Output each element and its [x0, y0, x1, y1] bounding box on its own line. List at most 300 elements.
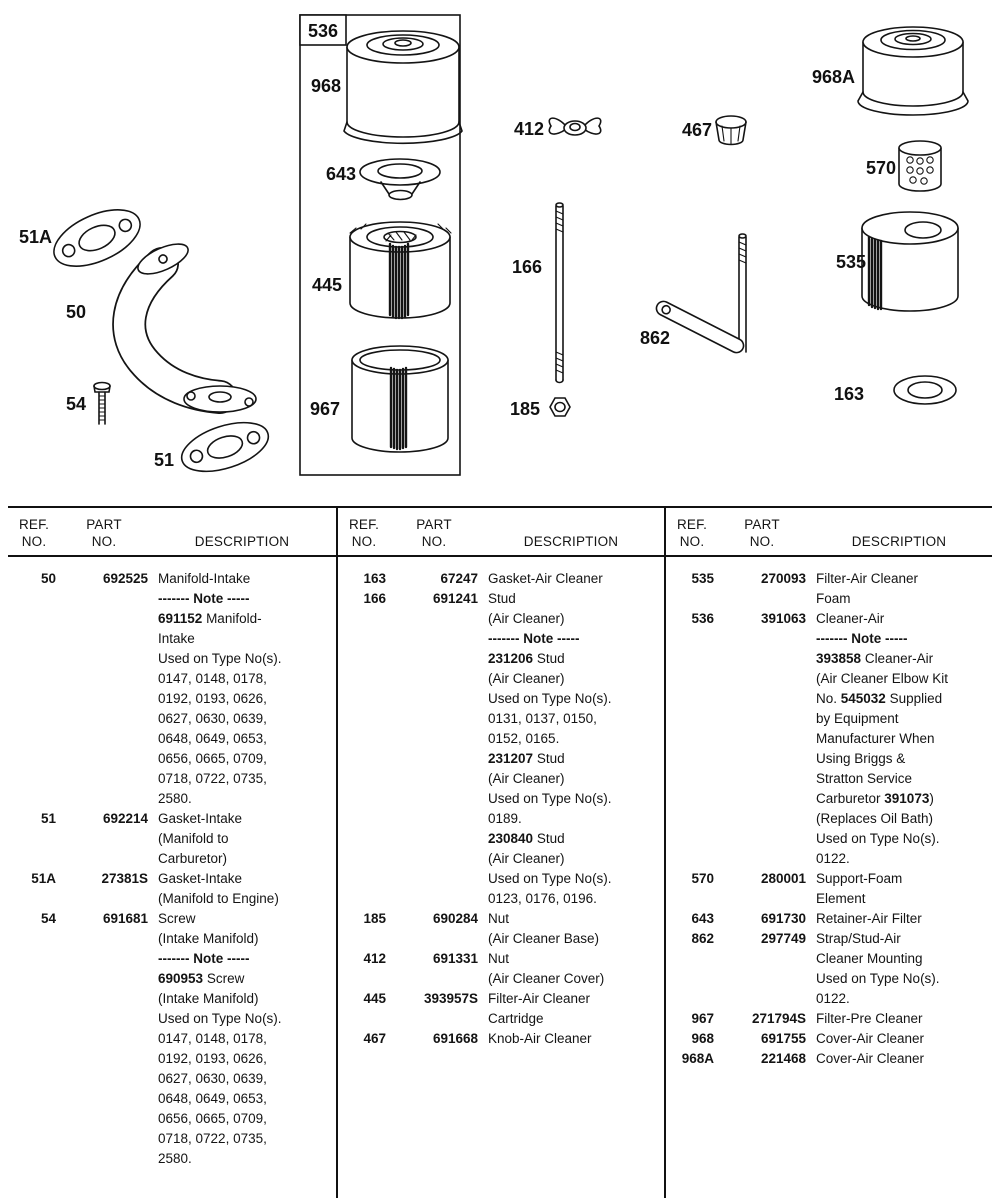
description-cell: 2580.: [158, 791, 192, 806]
table-row: [8, 789, 336, 809]
callout-54: 54: [65, 394, 86, 414]
part-no-cell: [718, 789, 806, 809]
table-row: [8, 1149, 336, 1169]
ref-no-cell: [338, 889, 390, 909]
ref-no-cell: [8, 649, 60, 669]
description-cell: 0648, 0649, 0653,: [158, 1091, 267, 1106]
ref-no-header: [666, 516, 718, 550]
part-no-cell: [390, 769, 478, 789]
table-row: [338, 989, 664, 1009]
description-cell: Gasket-Air Cleaner: [488, 571, 603, 586]
table-row: [8, 949, 336, 969]
table-row: [338, 869, 664, 889]
part-gasket-163: [894, 376, 956, 404]
description-cell: 0192, 0193, 0626,: [158, 1051, 267, 1066]
ref-header-line2: NO.: [679, 534, 705, 549]
ref-no-cell: [666, 809, 718, 829]
description-cell: Cover-Air Cleaner: [816, 1051, 925, 1066]
ref-no-cell: [8, 589, 60, 609]
part-no-cell: [60, 829, 148, 849]
ref-no-cell: 968: [691, 1031, 714, 1046]
callout-163: 163: [833, 384, 864, 404]
callout-50: 50: [65, 302, 86, 322]
ref-no-cell: [338, 669, 390, 689]
table-row: [666, 909, 992, 929]
part-no-cell: 271794S: [751, 1011, 806, 1026]
part-no-cell: [60, 1089, 148, 1109]
part-no-cell: [60, 849, 148, 869]
description-cell: ------- Note -----: [816, 631, 908, 646]
description-cell: 0648, 0649, 0653,: [158, 731, 267, 746]
part-no-cell: [390, 889, 478, 909]
part-no-cell: [60, 949, 148, 969]
description-header-label: DESCRIPTION: [194, 534, 290, 549]
ref-no-cell: [8, 1009, 60, 1029]
ref-no-cell: [338, 709, 390, 729]
callout-643: 643: [325, 164, 356, 184]
table-row: [338, 1009, 664, 1029]
part-no-cell: [390, 969, 478, 989]
description-cell: (Air Cleaner Cover): [488, 971, 605, 986]
ref-no-cell: [8, 689, 60, 709]
part-no-cell: [60, 969, 148, 989]
table-row: [338, 769, 664, 789]
ref-no-cell: [8, 1029, 60, 1049]
ref-no-header: [8, 516, 60, 550]
parts-col-3-body: [664, 557, 992, 1198]
ref-no-cell: [338, 649, 390, 669]
ref-no-cell: [338, 809, 390, 829]
description-cell: Gasket-Intake: [158, 811, 243, 826]
callout-968: 968: [310, 76, 341, 96]
exploded-diagram: [0, 0, 1000, 492]
table-row: [666, 689, 992, 709]
part-no-cell: [60, 629, 148, 649]
table-row: [338, 749, 664, 769]
part-no-cell: [390, 809, 478, 829]
table-row: [8, 1089, 336, 1109]
table-header-section-1: [8, 508, 336, 555]
callout-166: 166: [511, 257, 542, 277]
part-no-cell: [390, 729, 478, 749]
description-cell: Gasket-Intake: [158, 871, 243, 886]
ref-no-cell: [666, 829, 718, 849]
description-cell: Screw: [158, 911, 196, 926]
table-row: [666, 789, 992, 809]
description-cell: Retainer-Air Filter: [816, 911, 922, 926]
description-cell: 0122.: [816, 991, 850, 1006]
ref-no-cell: [666, 589, 718, 609]
description-cell: 0147, 0148, 0178,: [158, 671, 267, 686]
table-row: [8, 1049, 336, 1069]
table-row: [338, 969, 664, 989]
part-no-cell: [718, 729, 806, 749]
description-cell: 0627, 0630, 0639,: [158, 711, 267, 726]
ref-no-cell: [8, 749, 60, 769]
part-pre-cleaner-967: [352, 346, 448, 452]
ref-no-cell: [666, 729, 718, 749]
parts-table: [8, 506, 992, 1198]
table-row: [666, 1029, 992, 1049]
table-row: [666, 949, 992, 969]
ref-no-cell: [8, 609, 60, 629]
part-no-cell: 27381S: [101, 871, 148, 886]
description-cell: Cleaner-Air: [816, 611, 885, 626]
part-support-foam-element-570: [899, 141, 941, 191]
description-cell: Intake: [158, 631, 195, 646]
ref-no-cell: [666, 789, 718, 809]
ref-no-cell: [666, 689, 718, 709]
description-cell: 2580.: [158, 1151, 192, 1166]
part-no-cell: [60, 709, 148, 729]
table-row: [8, 589, 336, 609]
callout-467: 467: [681, 120, 712, 140]
part-no-cell: [60, 1009, 148, 1029]
description-cell: Carburetor 391073): [816, 791, 934, 806]
ref-header-line1: REF.: [676, 517, 708, 532]
ref-no-cell: [666, 749, 718, 769]
table-row: [338, 589, 664, 609]
ref-no-cell: [666, 849, 718, 869]
description-cell: Used on Type No(s).: [158, 1011, 282, 1026]
table-row: [666, 649, 992, 669]
ref-no-cell: [8, 729, 60, 749]
part-no-cell: [718, 649, 806, 669]
table-row: [8, 729, 336, 749]
table-row: [8, 749, 336, 769]
callout-412: 412: [513, 119, 544, 139]
part-no-cell: [718, 829, 806, 849]
table-row: [666, 809, 992, 829]
ref-no-cell: [8, 1049, 60, 1069]
callout-185: 185: [509, 399, 540, 419]
table-row: [338, 809, 664, 829]
part-no-cell: [60, 689, 148, 709]
part-no-cell: [718, 669, 806, 689]
ref-no-cell: [338, 689, 390, 709]
part-intake-manifold-50: [129, 238, 256, 412]
part-no-cell: [718, 969, 806, 989]
description-cell: Filter-Air Cleaner: [816, 571, 919, 586]
table-row: [338, 569, 664, 589]
table-row: [338, 649, 664, 669]
description-header-label: DESCRIPTION: [523, 534, 619, 549]
ref-no-cell: [338, 769, 390, 789]
ref-no-cell: [8, 889, 60, 909]
ref-no-cell: [8, 1149, 60, 1169]
part-no-cell: [718, 689, 806, 709]
ref-no-cell: 968A: [681, 1051, 714, 1066]
description-cell: Using Briggs &: [816, 751, 906, 766]
description-cell: Filter-Pre Cleaner: [816, 1011, 923, 1026]
part-no-cell: 690284: [432, 911, 478, 926]
table-row: [8, 809, 336, 829]
part-no-header: [390, 516, 478, 550]
part-no-cell: [390, 709, 478, 729]
table-row: [338, 629, 664, 649]
table-row: [8, 629, 336, 649]
description-cell: Used on Type No(s).: [158, 651, 282, 666]
parts-col-1-body: [8, 557, 336, 1198]
ref-no-cell: 166: [363, 591, 386, 606]
description-cell: Stud: [488, 591, 516, 606]
ref-no-cell: [338, 629, 390, 649]
description-cell: 0718, 0722, 0735,: [158, 1131, 267, 1146]
ref-no-cell: [338, 609, 390, 629]
ref-no-cell: 51A: [31, 871, 56, 886]
table-row: [8, 709, 336, 729]
callout-967: 967: [309, 399, 340, 419]
ref-no-cell: [666, 649, 718, 669]
ref-no-cell: [666, 889, 718, 909]
part-no-cell: [60, 769, 148, 789]
description-cell: Foam: [816, 591, 851, 606]
description-cell: Used on Type No(s).: [488, 791, 612, 806]
ref-no-cell: 967: [691, 1011, 714, 1026]
callout-535: 535: [835, 252, 866, 272]
ref-no-cell: [8, 669, 60, 689]
description-cell: (Intake Manifold): [158, 931, 259, 946]
ref-no-cell: [666, 669, 718, 689]
ref-no-cell: [666, 629, 718, 649]
part-no-cell: [60, 1149, 148, 1169]
ref-no-cell: [338, 969, 390, 989]
part-no-cell: [390, 849, 478, 869]
part-air-cleaner-cover-968: [344, 31, 462, 143]
description-cell: 0656, 0665, 0709,: [158, 1111, 267, 1126]
description-cell: No. 545032 Supplied: [816, 691, 943, 706]
description-cell: (Air Cleaner): [488, 671, 565, 686]
part-no-cell: [60, 989, 148, 1009]
part-no-header: [718, 516, 806, 550]
ref-no-cell: [338, 869, 390, 889]
table-row: [8, 1129, 336, 1149]
part-no-cell: 297749: [760, 931, 806, 946]
table-row: [8, 849, 336, 869]
ref-no-cell: [8, 989, 60, 1009]
description-cell: (Manifold to: [158, 831, 229, 846]
ref-no-cell: [338, 1009, 390, 1029]
ref-no-header: [338, 516, 390, 550]
part-header-line2: NO.: [91, 534, 117, 549]
description-cell: Carburetor): [158, 851, 228, 866]
part-no-cell: [390, 929, 478, 949]
part-wing-nut-412: [549, 118, 600, 135]
part-header-line1: PART: [86, 517, 122, 532]
parts-col-2-body: [336, 557, 664, 1198]
description-cell: (Air Cleaner Base): [488, 931, 600, 946]
part-no-cell: [390, 1009, 478, 1029]
table-row: [8, 769, 336, 789]
part-no-cell: [60, 1069, 148, 1089]
part-no-cell: 691241: [432, 591, 478, 606]
description-cell: ------- Note -----: [158, 591, 250, 606]
description-cell: (Replaces Oil Bath): [816, 811, 934, 826]
table-row: [8, 1109, 336, 1129]
part-no-cell: [718, 769, 806, 789]
parts-table-body: [8, 557, 992, 1198]
table-row: [666, 729, 992, 749]
part-no-cell: [60, 929, 148, 949]
part-no-cell: [718, 749, 806, 769]
part-no-cell: [60, 589, 148, 609]
callout-570: 570: [865, 158, 896, 178]
description-cell: ------- Note -----: [158, 951, 250, 966]
table-row: [338, 849, 664, 869]
part-stud-166: [556, 203, 563, 383]
description-cell: 0131, 0137, 0150,: [488, 711, 597, 726]
ref-no-cell: 54: [40, 911, 56, 926]
ref-no-cell: 412: [363, 951, 386, 966]
description-cell: (Air Cleaner Elbow Kit: [816, 671, 949, 686]
table-row: [8, 649, 336, 669]
ref-no-cell: [666, 969, 718, 989]
description-cell: 0123, 0176, 0196.: [488, 891, 597, 906]
ref-no-cell: [338, 829, 390, 849]
description-cell: (Air Cleaner): [488, 771, 565, 786]
description-header: [806, 516, 992, 550]
ref-header-line2: NO.: [21, 534, 47, 549]
ref-no-cell: [8, 629, 60, 649]
description-cell: 231207 Stud: [488, 751, 565, 766]
table-row: [8, 669, 336, 689]
part-header-line2: NO.: [421, 534, 447, 549]
table-row: [338, 729, 664, 749]
part-no-cell: 692214: [102, 811, 148, 826]
ref-header-line1: REF.: [348, 517, 380, 532]
part-no-cell: [718, 949, 806, 969]
part-header-line2: NO.: [749, 534, 775, 549]
part-no-cell: [718, 889, 806, 909]
table-row: [8, 1029, 336, 1049]
description-cell: 0627, 0630, 0639,: [158, 1071, 267, 1086]
part-no-cell: [60, 789, 148, 809]
description-header: [478, 516, 664, 550]
part-no-cell: [718, 709, 806, 729]
description-cell: ------- Note -----: [488, 631, 580, 646]
description-cell: 0718, 0722, 0735,: [158, 771, 267, 786]
description-cell: Nut: [488, 951, 510, 966]
table-row: [666, 969, 992, 989]
table-header-section-3: [664, 508, 992, 555]
part-no-cell: [390, 649, 478, 669]
table-row: [338, 689, 664, 709]
ref-no-cell: [8, 1069, 60, 1089]
callout-536: 536: [307, 21, 339, 41]
ref-no-cell: [338, 789, 390, 809]
ref-no-cell: [666, 709, 718, 729]
table-row: [338, 829, 664, 849]
table-row: [338, 1029, 664, 1049]
table-row: [8, 989, 336, 1009]
description-cell: Cover-Air Cleaner: [816, 1031, 925, 1046]
description-cell: Used on Type No(s).: [488, 691, 612, 706]
ref-no-cell: [8, 1109, 60, 1129]
part-no-cell: 691755: [760, 1031, 806, 1046]
table-row: [338, 949, 664, 969]
description-cell: 0152, 0165.: [488, 731, 560, 746]
description-cell: Nut: [488, 911, 510, 926]
part-no-cell: [390, 829, 478, 849]
description-cell: 393858 Cleaner-Air: [816, 651, 934, 666]
description-header-label: DESCRIPTION: [851, 534, 947, 549]
part-no-cell: [718, 629, 806, 649]
part-no-cell: [60, 1129, 148, 1149]
description-cell: Used on Type No(s).: [488, 871, 612, 886]
ref-no-cell: [8, 929, 60, 949]
ref-no-cell: [666, 949, 718, 969]
callout-862: 862: [639, 328, 670, 348]
ref-no-cell: [8, 1129, 60, 1149]
description-cell: Element: [816, 891, 866, 906]
ref-header-line1: REF.: [18, 517, 50, 532]
part-no-cell: [390, 609, 478, 629]
table-row: [8, 869, 336, 889]
part-no-cell: 270093: [760, 571, 806, 586]
parts-table-header: [8, 508, 992, 557]
table-row: [8, 929, 336, 949]
ref-no-cell: 185: [363, 911, 386, 926]
table-row: [666, 989, 992, 1009]
callout-51A: 51A: [18, 227, 52, 247]
part-no-cell: [718, 989, 806, 1009]
part-header-line1: PART: [744, 517, 780, 532]
part-no-cell: [718, 589, 806, 609]
description-cell: 691152 Manifold-: [158, 611, 262, 626]
description-cell: (Manifold to Engine): [158, 891, 279, 906]
part-no-cell: [60, 1049, 148, 1069]
ref-no-cell: [8, 789, 60, 809]
part-knob-467: [716, 116, 746, 145]
part-foam-filter-535: [862, 212, 958, 311]
table-row: [338, 609, 664, 629]
ref-no-cell: 536: [691, 611, 714, 626]
part-no-cell: 691668: [432, 1031, 478, 1046]
table-row: [666, 609, 992, 629]
part-no-cell: 393957S: [423, 991, 478, 1006]
description-cell: 230840 Stud: [488, 831, 565, 846]
table-row: [338, 789, 664, 809]
ref-no-cell: 50: [40, 571, 56, 586]
ref-no-cell: [666, 989, 718, 1009]
description-cell: Manifold-Intake: [158, 571, 251, 586]
description-cell: 690953 Screw: [158, 971, 245, 986]
ref-no-cell: [8, 969, 60, 989]
description-header: [148, 516, 336, 550]
table-row: [8, 1009, 336, 1029]
table-row: [338, 669, 664, 689]
table-row: [666, 1009, 992, 1029]
description-cell: (Air Cleaner): [488, 611, 565, 626]
table-row: [666, 769, 992, 789]
table-row: [8, 1069, 336, 1089]
part-no-cell: [60, 749, 148, 769]
part-no-cell: [60, 1029, 148, 1049]
table-row: [666, 849, 992, 869]
table-row: [8, 609, 336, 629]
table-row: [666, 829, 992, 849]
part-no-cell: 691331: [432, 951, 478, 966]
description-cell: Used on Type No(s).: [816, 831, 940, 846]
part-no-cell: [60, 729, 148, 749]
callout-968A: 968A: [811, 67, 855, 87]
table-row: [8, 969, 336, 989]
ref-no-cell: [338, 849, 390, 869]
table-row: [338, 889, 664, 909]
ref-no-cell: [8, 709, 60, 729]
table-row: [666, 669, 992, 689]
table-row: [338, 929, 664, 949]
